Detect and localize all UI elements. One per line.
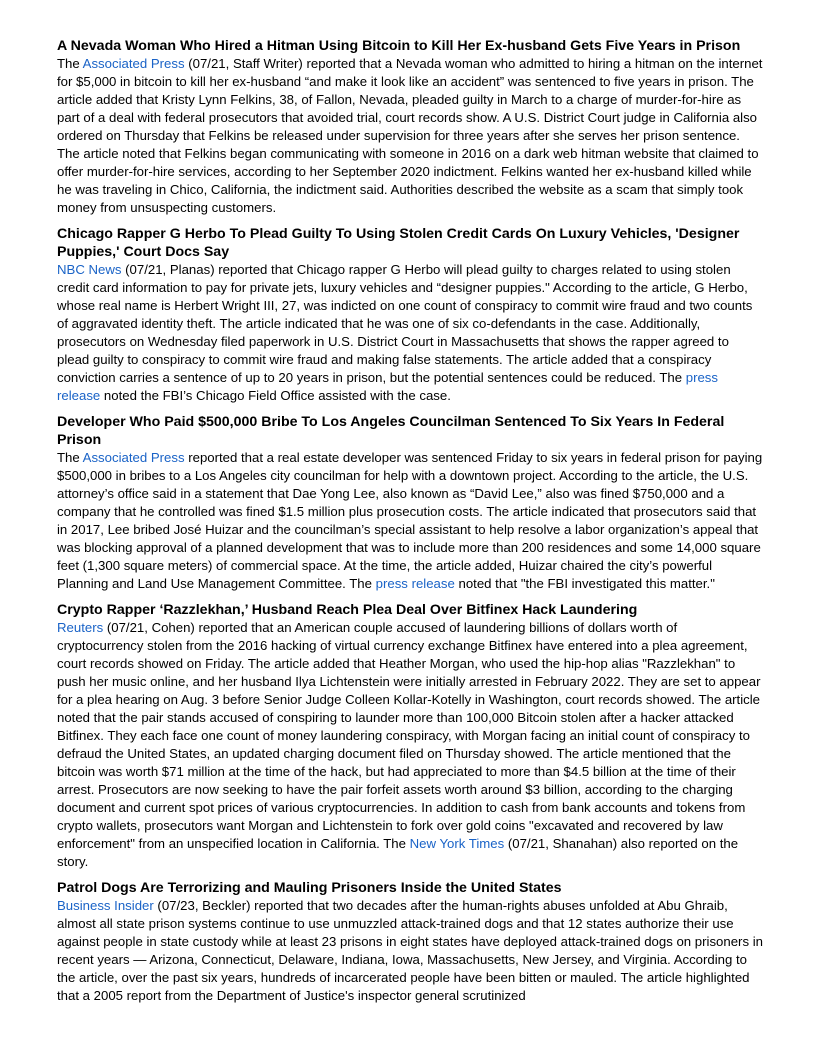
- body-text: The: [57, 56, 83, 71]
- article-headline: Patrol Dogs Are Terrorizing and Mauling Prisoners Inside the United States: [57, 880, 562, 896]
- article: [57, 601, 763, 871]
- body-text: (07/21, Cohen) reported that an American couple accused of laundering billions of dollars worth of cryptocurrency stolen from the 2016 hacking of virtual currency exchange Bitfinex have entered into a plea agreement, court records showed on Friday. The article added that Heather Morgan, who used the hip-hop alias "Razzlekhan" to push her music online, and her husband Ilya Lichtenstein were initially arrested in February 2022. They are set to appear for a plea hearing on Aug. 3 before Senior Judge Colleen Kollar-Kotelly in Washington, court records showed. The article noted that the pair stands accused of conspiring to launder more than 100,000 Bitcoin stolen after a hacker attacked Bitfinex. They each face one count of money laundering conspiracy, with Morgan facing an initial count of conspiracy to defraud the United States, an updated charging document filed on Thursday showed. The article mentioned that the bitcoin was worth $71 million at the time of the hack, but had appreciated to more than $4.5 billion at the time of their arrest. Prosecutors are now seeking to have the pair forfeit assets worth around $3 billion, according to the charging document and current spot prices of various cryptocurrencies. In addition to cash from bank accounts and tokens from crypto wallets, prosecutors want Morgan and Lichtenstein to fork over gold coins "excavated and recovered by law enforcement" from an unspecified location in California. The: [57, 620, 761, 851]
- source-link[interactable]: Associated Press: [82, 450, 185, 465]
- body-text: noted that "the FBI investigated this matter.": [454, 576, 715, 591]
- article: [57, 225, 763, 405]
- article-body: [57, 261, 763, 405]
- article-headline: A Nevada Woman Who Hired a Hitman Using Bitcoin to Kill Her Ex-husband Gets Five Years in Prison: [57, 38, 741, 54]
- article: [57, 37, 763, 217]
- body-text: (07/21, Planas) reported that Chicago rapper G Herbo will plead guilty to charges related to using stolen credit card information to pay for private jets, luxury vehicles and “designer puppies." According to the article, G Herbo, whose real name is Herbert Wright III, 27, was indicted on one count of conspiracy to commit wire fraud and two counts of aggravated identity theft. The article indicated that he was one of six co-defendants in the case. Additionally, prosecutors on Wednesday filed paperwork in U.S. District Court in Massachusetts that shows the rapper agreed to plead guilty to conspiracy to commit wire fraud and making false statements. The article added that a conspiracy conviction carries a sentence of up to 20 years in prison, but the potential sentences could be reduced. The: [57, 262, 753, 385]
- article-list: [57, 37, 763, 1005]
- body-text: (07/21, Shanahan) also reported on the story.: [57, 836, 739, 869]
- source-link[interactable]: Business Insider: [57, 898, 154, 913]
- article: [57, 879, 763, 1005]
- source-link[interactable]: Reuters: [57, 620, 104, 635]
- body-text: (07/23, Beckler) reported that two decades after the human-rights abuses unfolded at Abu Ghraib, almost all state prison systems continue to use unmuzzled attack-trained dogs and that 12 states authorize their use against people in state custody while at least 23 prisons in eight states have deployed attack-trained dogs on prisoners in recent years — Arizona, Connecticut, Delaware, Indiana, Iowa, Massachusetts, New Jersey, and Virginia. According to the article, over the past six years, hundreds of incarcerated people have been bitten or mauled. The article highlighted that a 2005 report from the Department of Justice's inspector general scrutinized: [57, 898, 763, 1003]
- source-link[interactable]: press release: [57, 370, 718, 403]
- document-page: [57, 37, 763, 1013]
- article-body: [57, 897, 763, 1005]
- article-headline: Crypto Rapper ‘Razzlekhan,’ Husband Reach Plea Deal Over Bitfinex Hack Laundering: [57, 602, 638, 618]
- body-text: (07/21, Staff Writer) reported that a Nevada woman who admitted to hiring a hitman on the internet for $5,000 in bitcoin to kill her ex-husband “and make it look like an accident” was sentenced to five years in prison. The article added that Kristy Lynn Felkins, 38, of Fallon, Nevada, pleaded guilty in March to a charge of murder-for-hire as part of a deal with federal prosecutors that avoided trial, court records show. A U.S. District Court judge in California also ordered on Thursday that Felkins be released under supervision for three years after she serves her prison sentence. The article noted that Felkins began communicating with someone in 2016 on a dark web hitman website that claimed to offer murder-for-hire services, according to her September 2020 indictment. Felkins wanted her ex-husband killed while he was traveling in Chico, California, the indictment said. Authorities described the website as a scam that simply took money from unsuspecting customers.: [57, 56, 763, 215]
- body-text: noted the FBI’s Chicago Field Office assisted with the case.: [100, 388, 451, 403]
- article: [57, 413, 763, 593]
- source-link[interactable]: press release: [375, 576, 455, 591]
- article-body: [57, 619, 763, 871]
- source-link[interactable]: New York Times: [409, 836, 505, 851]
- source-link[interactable]: Associated Press: [82, 56, 185, 71]
- article-headline: Chicago Rapper G Herbo To Plead Guilty To Using Stolen Credit Cards On Luxury Vehicles, 'Designer Puppies,' Court Docs Say: [57, 226, 740, 260]
- article-body: [57, 55, 763, 217]
- article-headline: Developer Who Paid $500,000 Bribe To Los Angeles Councilman Sentenced To Six Years In Federal Prison: [57, 414, 725, 448]
- body-text: reported that a real estate developer was sentenced Friday to six years in federal prison for paying $500,000 in bribes to a Los Angeles city councilman for help with a downtown project. According to the article, the U.S. attorney’s office said in a statement that Dae Yong Lee, also known as “David Lee,” also was fined $750,000 and a company that he controlled was fined $1.5 million plus prosecution costs. The article indicated that prosecutors said that in 2017, Lee bribed José Huizar and the councilman’s special assistant to help resolve a labor organization’s appeal that was blocking approval of a planned development that was to include more than 200 residences and some 14,000 square feet (1,300 square meters) of commercial space. At the time, the article added, Huizar chaired the city’s powerful Planning and Land Use Management Committee. The: [57, 450, 763, 591]
- body-text: The: [57, 450, 83, 465]
- article-body: [57, 449, 763, 593]
- source-link[interactable]: NBC News: [57, 262, 122, 277]
